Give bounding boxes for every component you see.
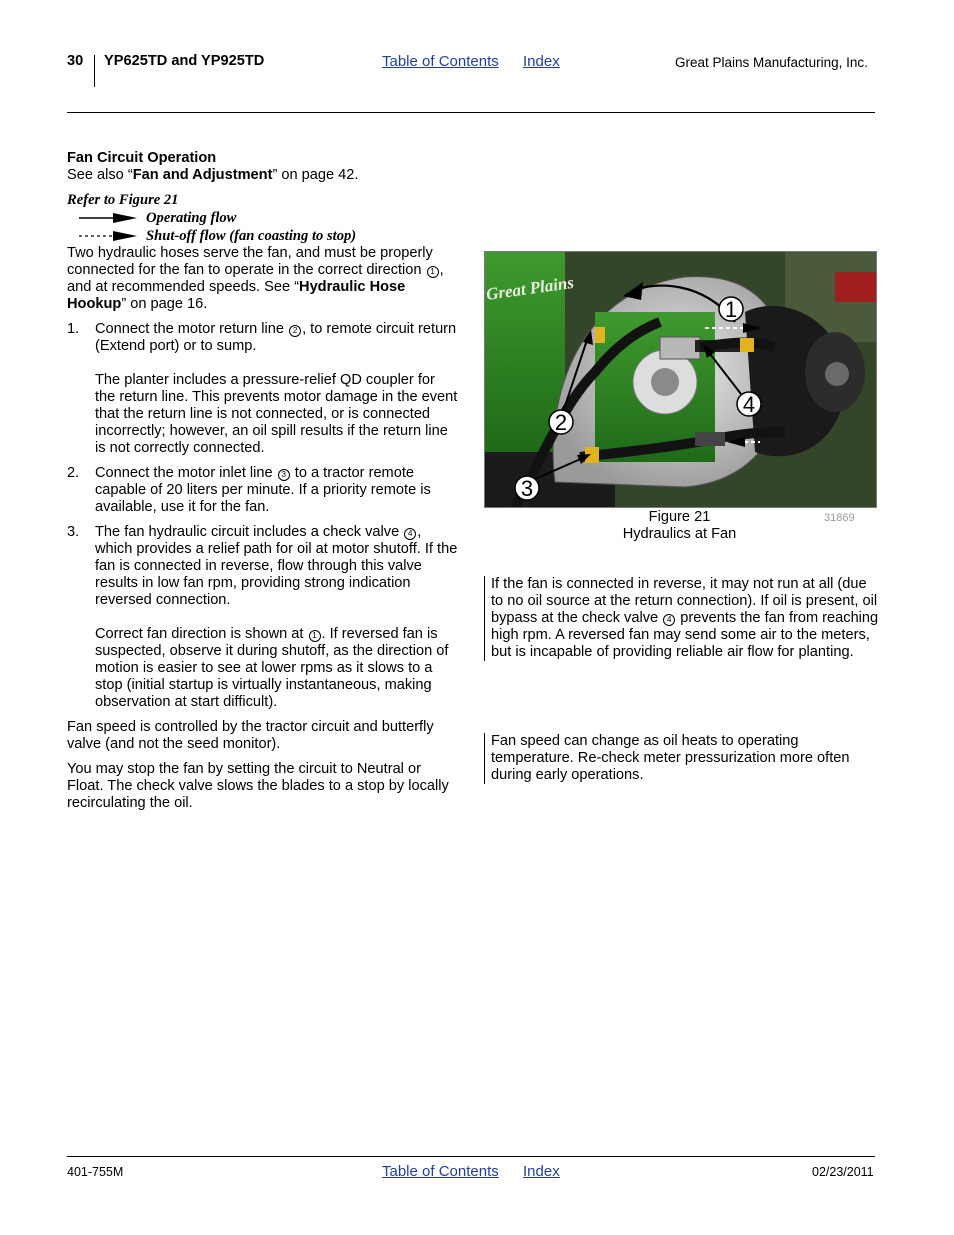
footer-index-link[interactable]: Index	[523, 1163, 560, 1180]
header-toc-link[interactable]: Table of Contents	[382, 53, 499, 70]
list-item	[67, 465, 459, 516]
intro-text-b: , and at recommended speeds. See “	[67, 262, 444, 295]
doc-date: 02/23/2011	[812, 1165, 874, 1179]
legend-label-shutoff: Shut-off flow (fan coasting to stop)	[146, 227, 357, 244]
step-subparagraph: The planter includes a pressure-relief QD coupler for the return line. This prevents motor damage in the event that the return line is not connected, or is connected incorrectly; however, an oil spill results if the return line is not correctly connected.	[95, 372, 458, 456]
see-also	[67, 167, 459, 184]
list-item	[67, 321, 459, 457]
header-index-link[interactable]: Index	[523, 53, 560, 70]
svg-text:4: 4	[742, 392, 756, 417]
legend-operating-flow	[67, 209, 459, 227]
legend-label-operating: Operating flow	[146, 209, 237, 226]
footer-rule	[67, 1156, 875, 1157]
figure-photo	[484, 251, 877, 508]
hydraulics-photo-illustration	[485, 252, 876, 507]
callout-4-icon: 4	[404, 528, 416, 540]
callout-2-icon	[549, 410, 573, 435]
step-text: to a tractor remote capable of 20 liters per minute. If a priority remote is available, use it for the fan.	[95, 465, 431, 515]
solid-arrow-icon	[67, 212, 137, 224]
callout-4-icon: 4	[663, 614, 675, 626]
step-text: , to remote circuit return (Extend port) or to sump.	[95, 321, 457, 354]
step-text: Connect the motor return line	[95, 321, 289, 337]
step-text: , which provides a relief path for oil at motor shutoff. If the fan is connected in reverse, flow through this valve results in low fan rpm, providing strong indication reversed connection.	[95, 524, 458, 608]
svg-text:1: 1	[724, 297, 738, 322]
sub-text-a: Correct fan direction is shown at	[95, 626, 308, 642]
left-column	[67, 150, 459, 812]
step-text: The fan hydraulic circuit includes a check valve	[95, 524, 404, 540]
figure-image-id: 31869	[824, 512, 855, 524]
callout-1-icon	[719, 297, 743, 322]
see-also-suffix: ” on page 42.	[272, 167, 359, 183]
see-also-prefix: See also “	[67, 167, 133, 183]
intro-text-c: ” on page 16.	[121, 296, 208, 312]
callout-4-icon	[737, 392, 761, 417]
step-number: 3.	[67, 524, 80, 540]
page-number: 30	[67, 53, 84, 69]
fan-speed-paragraph: Fan speed is controlled by the tractor circuit and butterfly valve (and not the seed monitor).	[67, 719, 434, 752]
stop-fan-paragraph: You may stop the fan by setting the circuit to Neutral or Float. The check valve slows the blades to a stop by locally recirculating the oil.	[67, 761, 449, 811]
note-text-b: prevents the fan from reaching high rpm. A reversed fan may send some air to the meters, but is incapable of providing reliable air flow for planting.	[491, 610, 879, 660]
intro-text-a: Two hydraulic hoses serve the fan, and must be properly connected for the fan to operate in the correct direction	[67, 245, 433, 278]
legend-shutoff-flow	[67, 227, 459, 245]
list-item	[67, 524, 459, 711]
header-divider	[94, 55, 95, 87]
figure-reference: Refer to Figure 21	[67, 192, 179, 208]
doc-title: YP625TD and YP925TD	[104, 53, 265, 69]
step-text: Connect the motor inlet line	[95, 465, 277, 481]
dashed-arrow-icon	[67, 230, 137, 242]
company-name: Great Plains Manufacturing, Inc.	[675, 55, 868, 70]
brand-logo: Great Plains	[485, 272, 576, 304]
figure-title: Hydraulics at Fan	[622, 526, 737, 542]
step-number: 1.	[67, 321, 80, 337]
intro-paragraph	[67, 245, 459, 313]
reverse-connection-note	[484, 576, 881, 661]
sub-text-b: . If reversed fan is suspected, observe it during shutoff, as the direction of motion is easier to see at lower rpms as it slows to a stop (initial startup is virtually instantaneous, making observation at start difficult).	[95, 626, 449, 710]
note-text-a: If the fan is connected in reverse, it may not run at all (due to no oil source at the return connection). If oil is present, oil bypass at the check valve	[491, 576, 878, 626]
header-rule	[67, 112, 875, 113]
callout-1-icon: 1	[309, 630, 321, 642]
fan-speed-note: Fan speed can change as oil heats to operating temperature. Re-check meter pressurization more often during early operations.	[484, 733, 881, 784]
footer-toc-link[interactable]: Table of Contents	[382, 1163, 499, 1180]
step-subparagraph	[95, 626, 459, 711]
callout-1-icon: 1	[427, 266, 439, 278]
doc-number: 401-755M	[67, 1165, 124, 1179]
see-also-ref: Fan and Adjustment	[132, 167, 273, 183]
figure-number: Figure 21	[648, 509, 711, 525]
callout-3-icon	[515, 476, 539, 501]
callout-2-icon: 2	[289, 325, 301, 337]
steps-list	[67, 321, 459, 711]
step-number: 2.	[67, 465, 80, 481]
intro-ref: Hydraulic Hose Hookup	[67, 279, 406, 312]
svg-text:3: 3	[520, 476, 534, 501]
svg-text:2: 2	[554, 410, 568, 435]
callout-3-icon: 3	[278, 469, 290, 481]
section-title: Fan Circuit Operation	[67, 150, 217, 166]
